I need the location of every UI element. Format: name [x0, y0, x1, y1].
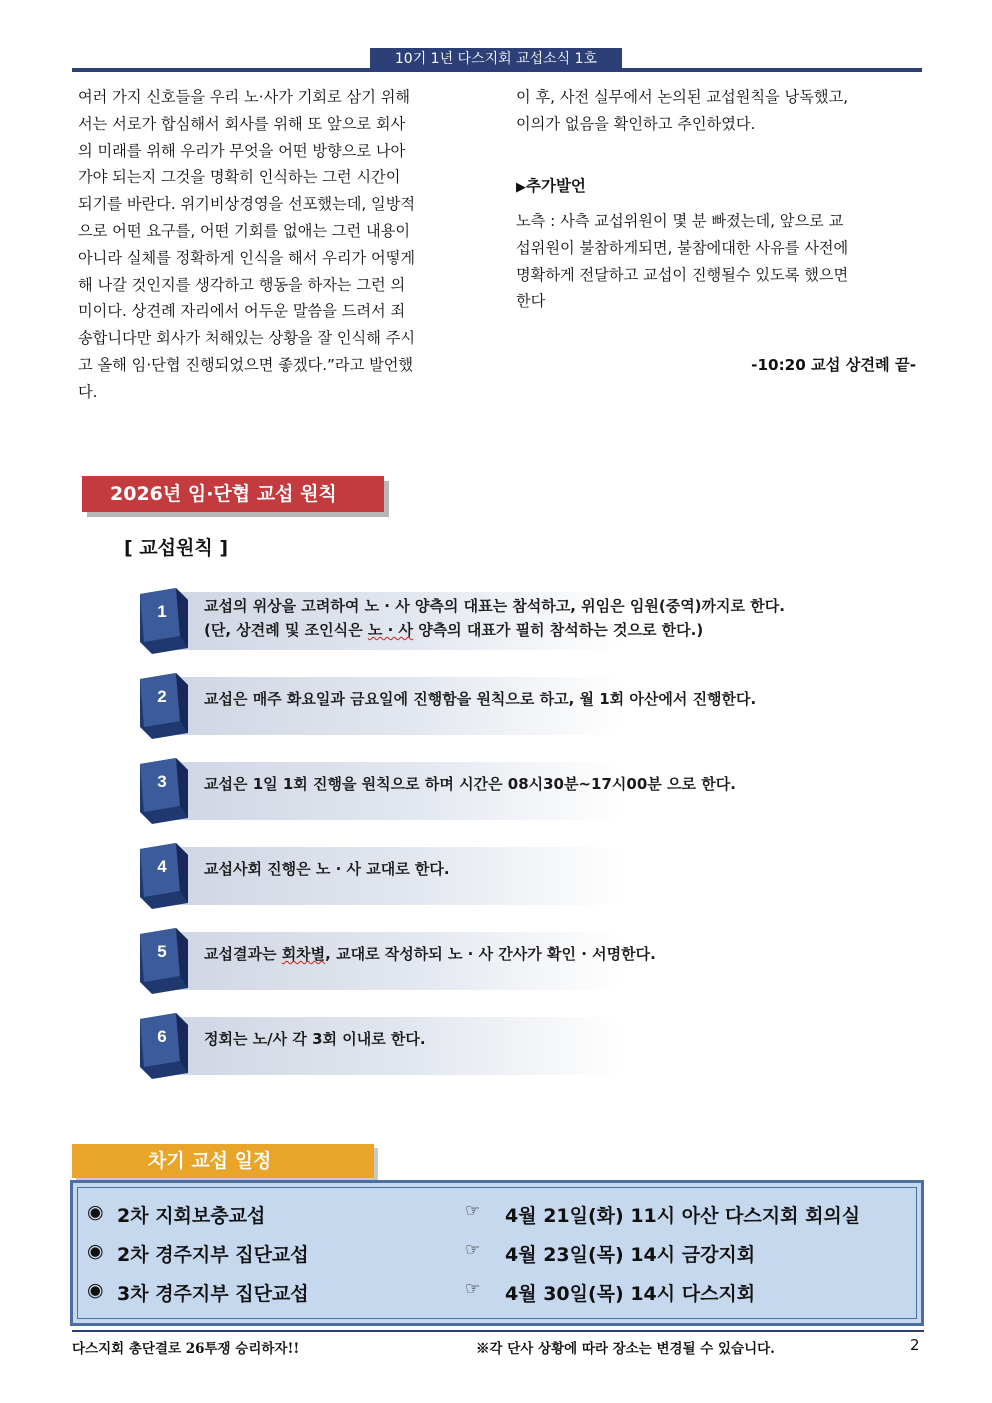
newsletter-title: 10기 1년 다스지회 교섭소식 1호 [370, 48, 622, 70]
text-line: 으로 어떤 요구를, 어떤 기회를 없애는 그런 내용이 [78, 221, 411, 240]
pointing-hand-icon: ☞ [465, 1240, 481, 1260]
text-line: 고 올해 임·단협 진행되었으면 좋겠다.”라고 발언했 [78, 355, 414, 374]
schedule-row [73, 1240, 921, 1270]
text-line: 송합니다만 회사가 처해있는 상황을 잘 인식해 주시 [78, 329, 416, 348]
left-column-text [78, 84, 478, 406]
text-line: 한다 [516, 292, 546, 311]
principle-number: 2 [157, 687, 167, 706]
text-line: 다. [78, 382, 98, 401]
text-line: 이 후, 사전 실무에서 논의된 교섭원칙을 낭독했고, [516, 88, 849, 106]
schedule-date-place: 4월 30일(목) 14시 다스지회 [505, 1283, 756, 1305]
principle-text: 교섭결과는 회차별, 교대로 작성하되 노 · 사 간사가 확인 · 서명한다. [204, 945, 656, 963]
schedule-date-place: 4월 21일(화) 11시 아산 다스지회 회의실 [505, 1205, 861, 1227]
principle-number: 1 [157, 602, 167, 621]
schedule-session-name: 3차 경주지부 집단교섭 [117, 1283, 309, 1305]
principle-item [136, 928, 656, 994]
principle-text: 교섭의 위상을 고려하여 노 · 사 양측의 대표는 참석하고, 위임은 임원(중역)까지로 한다. [204, 597, 785, 615]
principle-number: 6 [157, 1027, 167, 1046]
principle-number: 3 [157, 772, 167, 791]
bullet-icon: ◉ [87, 1279, 104, 1301]
principle-item [136, 673, 757, 739]
footer-rule [72, 1330, 924, 1332]
remark-text [516, 208, 918, 315]
right-column-text [516, 84, 918, 138]
text-line: 미이다. 상견례 자리에서 어두운 말씀을 드려서 죄 [78, 302, 406, 321]
principle-text: 교섭사회 진행은 노 · 사 교대로 한다. [204, 860, 450, 878]
meeting-end-note: -10:20 교섭 상견례 끝- [751, 356, 916, 374]
header-rule [72, 68, 922, 72]
principle-number: 4 [157, 857, 167, 876]
schedule-session-name: 2차 지회보충교섭 [117, 1205, 266, 1227]
text-line: 명확하게 전달하고 교섭이 진행될수 있도록 했으면 [516, 265, 849, 284]
text-line: 서는 서로가 합심해서 회사를 위해 또 앞으로 회사 [78, 114, 406, 133]
pointing-hand-icon: ☞ [465, 1201, 481, 1221]
principle-text: 교섭은 매주 화요일과 금요일에 진행함을 원칙으로 하고, 월 1회 아산에서 진행한다. [204, 690, 757, 708]
text-line: 가야 되는지 그것을 명확히 인식하는 그런 시간이 [78, 168, 401, 187]
schedule-date-place: 4월 23일(목) 14시 금강지회 [505, 1244, 756, 1266]
triangle-icon: ▶ [516, 180, 526, 195]
footer-slogan: 다스지회 총단결로 26투쟁 승리하자!! [72, 1341, 300, 1357]
footer-notice: ※각 단사 상황에 따라 장소는 변경될 수 있습니다. [476, 1341, 775, 1357]
text-line: 해 나갈 것인지를 생각하고 행동을 하자는 그런 의 [78, 275, 406, 294]
principles-section-title: 2026년 임·단협 교섭 원칙 [82, 476, 384, 512]
additional-remarks-heading [516, 174, 586, 196]
bullet-icon: ◉ [87, 1201, 104, 1223]
heading-label: 추가발언 [526, 177, 586, 195]
schedule-session-name: 2차 경주지부 집단교섭 [117, 1244, 309, 1266]
principle-text: 교섭은 1일 1회 진행을 원칙으로 하며 시간은 08시30분~17시00분 으로 한다. [204, 775, 736, 793]
principle-item [136, 758, 736, 824]
principle-item [136, 843, 622, 909]
text-line: 아니라 실체를 정확하게 인식을 해서 우리가 어떻게 [78, 248, 416, 267]
text-line: 이의가 없음을 확인하고 추인하였다. [516, 114, 756, 133]
text-line: 노측 : 사측 교섭위원이 몇 분 빠졌는데, 앞으로 교 [516, 212, 844, 230]
bullet-icon: ◉ [87, 1240, 104, 1262]
text-line: 여러 가지 신호들을 우리 노·사가 기회로 삼기 위해 [78, 88, 411, 106]
schedule-box [70, 1180, 924, 1326]
principle-text: 정회는 노/사 각 3회 이내로 한다. [204, 1030, 426, 1048]
principle-number: 5 [157, 942, 167, 961]
pointing-hand-icon: ☞ [465, 1279, 481, 1299]
schedule-title: 차기 교섭 일정 [72, 1144, 374, 1178]
principle-text-line2: (단, 상견례 및 조인식은 노 · 사 양측의 대표가 필히 참석하는 것으로 한다.) [204, 621, 704, 639]
principle-item [136, 588, 785, 654]
principles-label: [ 교섭원칙 ] [124, 537, 229, 559]
text-line: 의 미래를 위해 우리가 무엇을 어떤 방향으로 나아 [78, 141, 406, 160]
page-number: 2 [910, 1336, 920, 1354]
text-line: 섭위원이 불참하게되면, 불참에대한 사유를 사전에 [516, 238, 849, 257]
schedule-row [73, 1279, 921, 1309]
principle-item [136, 1013, 622, 1079]
text-line: 되기를 바란다. 위기비상경영을 선포했는데, 일방적 [78, 195, 416, 214]
schedule-row [73, 1201, 921, 1231]
